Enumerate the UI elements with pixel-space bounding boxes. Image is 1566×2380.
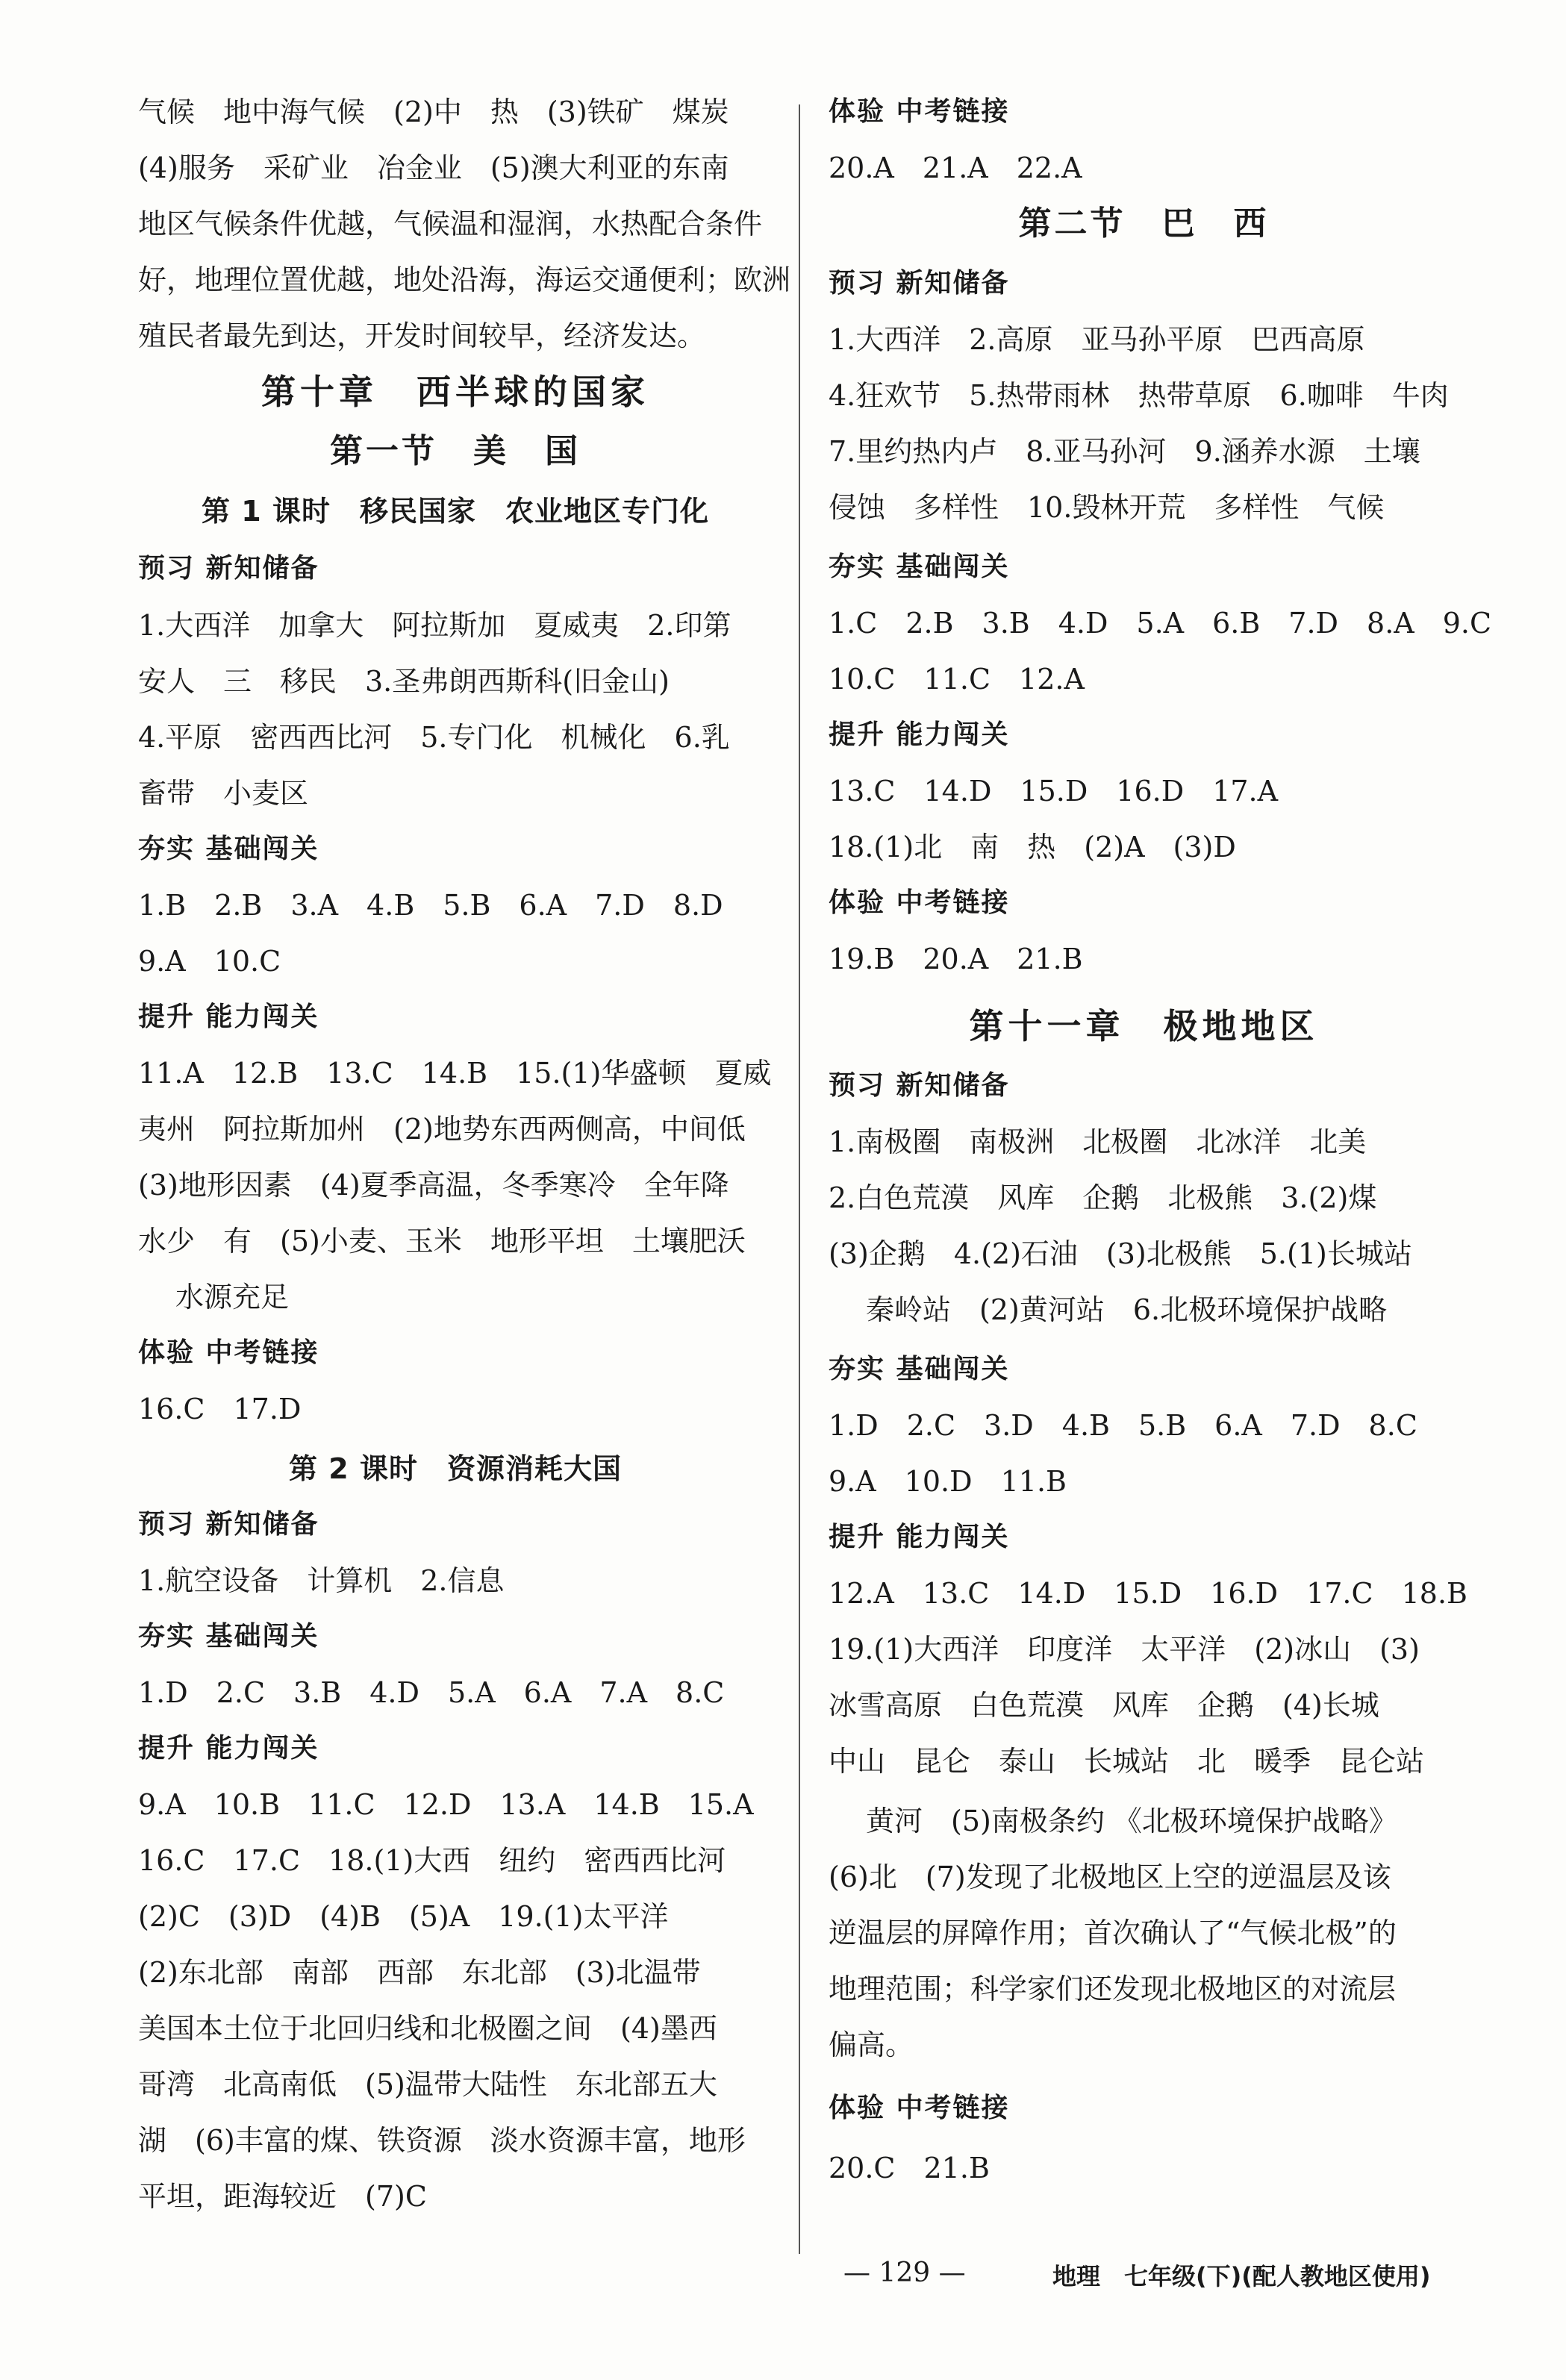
book-info: 地理 七年级(下)(配人教地区使用) [1052,2262,1431,2290]
body-line: 安人 三 移民 3.圣弗朗西斯科(旧金山) [138,665,670,698]
page-footer [843,2258,1456,2302]
section-heading: 提升 能力闯关 [829,1522,1010,1552]
body-line: 10.C 11.C 12.A [829,663,1085,696]
body-line: 4.平原 密西西比河 5.专门化 机械化 6.乳 [138,721,730,754]
body-line: 1.C 2.B 3.B 4.D 5.A 6.B 7.D 8.A 9.C [829,607,1492,640]
section-heading: 预习 新知储备 [829,1070,1010,1101]
body-line: 湖 (6)丰富的煤、铁资源 淡水资源丰富，地形 [138,2124,746,2157]
body-line: (2)C (3)D (4)B (5)A 19.(1)太平洋 [138,1900,669,1933]
body-line: (4)服务 采矿业 冶金业 (5)澳大利亚的东南 [138,152,729,184]
body-line: 9.A 10.D 11.B [829,1465,1067,1498]
body-line: (3)地形因素 (4)夏季高温，冬季寒冷 全年降 [138,1169,729,1202]
section-heading: 夯实 基础闯关 [829,1354,1010,1384]
lesson-title: 第 2 课时 资源消耗大国 [289,1452,622,1485]
chapter-title: 第十章 西半球的国家 [261,372,649,412]
body-line: 畜带 小麦区 [138,777,309,810]
section-heading: 提升 能力闯关 [138,1733,319,1764]
body-line: 9.A 10.B 11.C 12.D 13.A 14.B 15.A [138,1788,754,1821]
body-line: 16.C 17.C 18.(1)大西 纽约 密西西比河 [138,1844,726,1877]
section-heading: 夯实 基础闯关 [829,552,1010,582]
column-divider [799,104,800,2254]
body-line: (3)企鹅 4.(2)石油 (3)北极熊 5.(1)长城站 [829,1237,1412,1270]
body-line: (2)东北部 南部 西部 东北部 (3)北温带 [138,1956,701,1989]
body-line: 20.A 21.A 22.A [829,152,1082,184]
body-line: 9.A 10.C [138,945,281,978]
body-line: 1.D 2.C 3.B 4.D 5.A 6.A 7.A 8.C [138,1676,725,1709]
section-heading: 预习 新知储备 [138,1509,319,1540]
body-line: 水源充足 [175,1281,290,1314]
body-line: 1.航空设备 计算机 2.信息 [138,1564,505,1597]
section-heading: 体验 中考链接 [138,1337,319,1368]
section-heading: 提升 能力闯关 [829,719,1010,750]
body-line: 1.B 2.B 3.A 4.B 5.B 6.A 7.D 8.D [138,889,723,922]
body-line: 美国本土位于北回归线和北极圈之间 (4)墨西 [138,2012,717,2045]
body-line: 2.白色荒漠 风库 企鹅 北极熊 3.(2)煤 [829,1181,1377,1214]
body-line: 1.大西洋 加拿大 阿拉斯加 夏威夷 2.印第 [138,609,731,642]
body-line: 地理范围；科学家们还发现北极地区的对流层 [829,1973,1397,2005]
body-line: 冰雪高原 白色荒漠 风库 企鹅 (4)长城 [829,1689,1379,1722]
page-number: — 129 — [843,2258,966,2288]
section-heading: 体验 中考链接 [829,96,1010,127]
body-line: 逆温层的屏障作用；首次确认了“气候北极”的 [829,1917,1397,1949]
body-line: 夷州 阿拉斯加州 (2)地势东西两侧高，中间低 [138,1113,746,1146]
body-line: 黄河 (5)南极条约 《北极环境保护战略》 [866,1805,1397,1837]
body-line: (6)北 (7)发现了北极地区上空的逆温层及该 [829,1861,1391,1893]
section-title: 第一节 美 国 [330,432,581,470]
section-heading: 体验 中考链接 [829,2093,1010,2123]
body-line: 地区气候条件优越，气候温和湿润，水热配合条件 [138,207,763,240]
section-heading: 预习 新知储备 [829,268,1010,299]
lesson-title: 第 1 课时 移民国家 农业地区专门化 [202,495,709,528]
body-line: 平坦，距海较近 (7)C [138,2180,427,2213]
body-line: 4.狂欢节 5.热带雨林 热带草原 6.咖啡 牛肉 [829,379,1449,412]
body-line: 偏高。 [829,2028,914,2061]
section-heading: 提升 能力闯关 [138,1002,319,1032]
body-line: 19.B 20.A 21.B [829,943,1083,975]
section-heading: 夯实 基础闯关 [138,834,319,864]
body-line: 12.A 13.C 14.D 15.D 16.D 17.C 18.B [829,1577,1467,1610]
section-heading: 体验 中考链接 [829,887,1010,918]
body-line: 侵蚀 多样性 10.毁林开荒 多样性 气候 [829,491,1385,524]
body-line: 20.C 21.B [829,2152,990,2184]
body-line: 中山 昆仑 泰山 长城站 北 暖季 昆仑站 [829,1745,1425,1778]
body-line: 水少 有 (5)小麦、玉米 地形平坦 土壤肥沃 [138,1225,746,1258]
body-line: 气候 地中海气候 (2)中 热 (3)铁矿 煤炭 [138,96,729,128]
body-line: 1.D 2.C 3.D 4.B 5.B 6.A 7.D 8.C [829,1409,1417,1442]
body-line: 16.C 17.D [138,1393,302,1425]
body-line: 秦岭站 (2)黄河站 6.北极环境保护战略 [866,1293,1388,1326]
chapter-title: 第十一章 极地地区 [969,1006,1319,1046]
body-line: 13.C 14.D 15.D 16.D 17.A [829,775,1279,808]
body-line: 18.(1)北 南 热 (2)A (3)D [829,831,1236,863]
body-line: 1.南极圈 南极洲 北极圈 北冰洋 北美 [829,1125,1367,1158]
body-line: 19.(1)大西洋 印度洋 太平洋 (2)冰山 (3) [829,1633,1420,1666]
body-line: 1.大西洋 2.高原 亚马孙平原 巴西高原 [829,323,1365,356]
section-heading: 预习 新知储备 [138,553,319,584]
section-heading: 夯实 基础闯关 [138,1621,319,1652]
body-line: 7.里约热内卢 8.亚马孙河 9.涵养水源 土壤 [829,435,1420,468]
section-title: 第二节 巴 西 [1018,204,1270,243]
body-line: 殖民者最先到达，开发时间较早，经济发达。 [138,319,706,352]
body-line: 哥湾 北高南低 (5)温带大陆性 东北部五大 [138,2068,717,2101]
body-line: 好，地理位置优越，地处沿海，海运交通便利；欧洲 [138,263,791,296]
body-line: 11.A 12.B 13.C 14.B 15.(1)华盛顿 夏威 [138,1057,772,1090]
